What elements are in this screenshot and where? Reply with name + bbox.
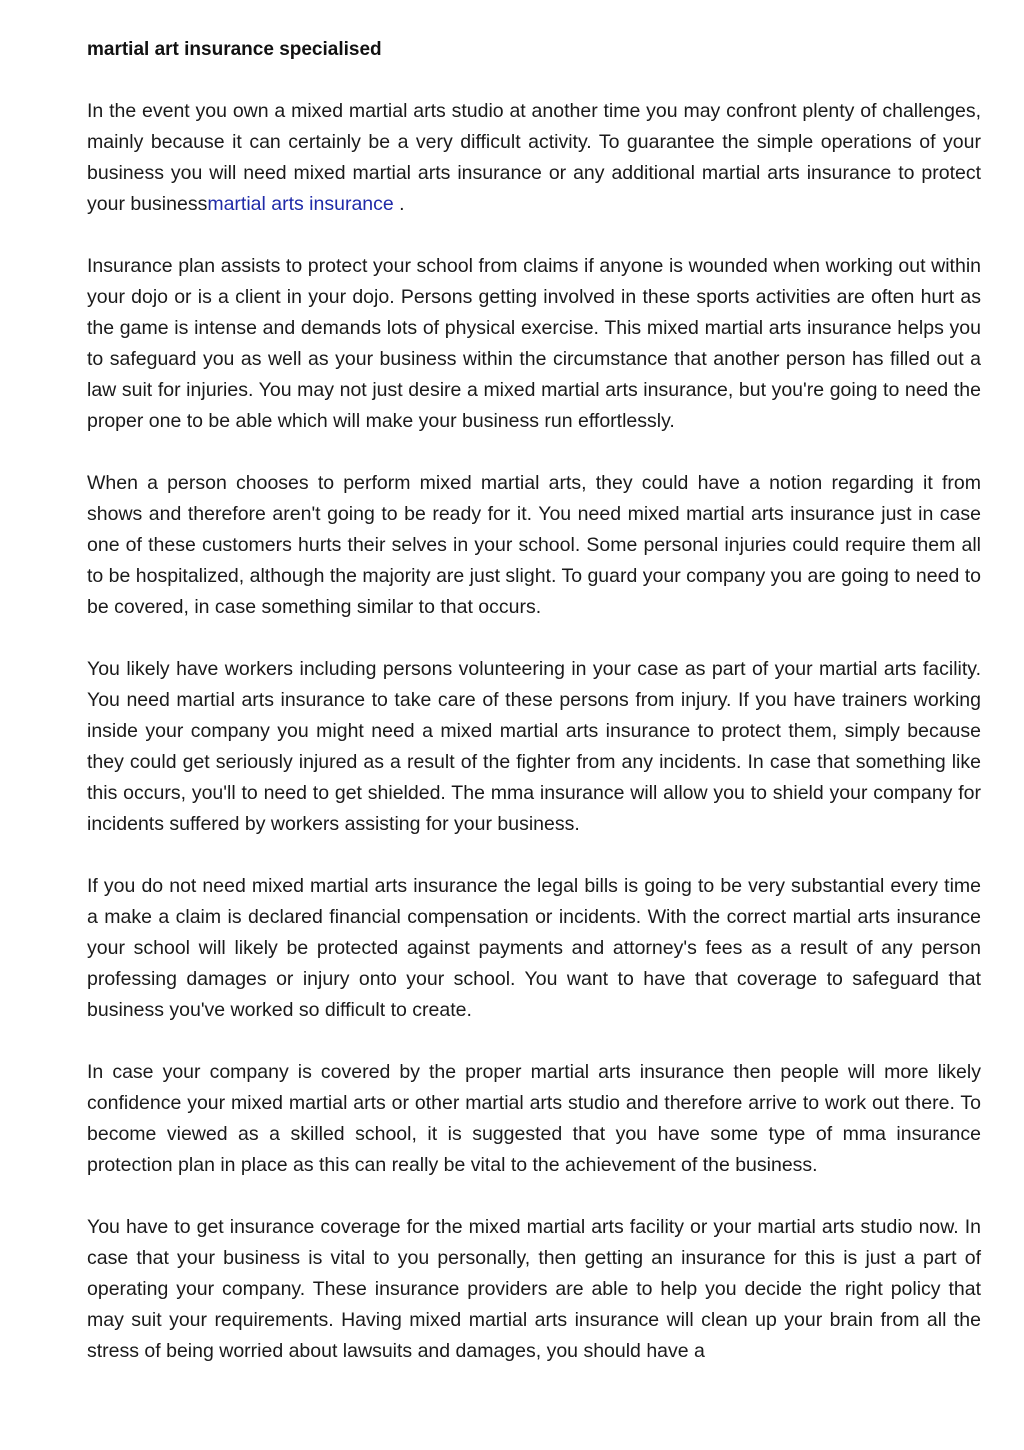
- paragraph-coverage: You have to get insurance coverage for the mixed martial arts facility or your martial arts studio now. In case that your business is vital to you personally, then getting an insurance for this is just a part of operating your company. These insurance providers are able to help you decide the right policy that may suit your requirements. Having mixed martial arts insurance will clean up your brain from all the stress of being worried about lawsuits and damages, you should have a: [87, 1216, 981, 1362]
- paragraph-customers: When a person chooses to perform mixed martial arts, they could have a notion regarding it from shows and therefore aren't going to be ready for it. You need mixed martial arts insurance just in case one of these customers hurts their selves in your school. Some personal injuries could require them all to be hospitalized, although the majority are just slight. To guard your company you are going to need to be covered, in case something similar to that occurs.: [87, 472, 981, 618]
- paragraph-intro: [87, 96, 981, 220]
- paragraph-intro-tail: .: [393, 193, 405, 215]
- paragraph-legal-bills: If you do not need mixed martial arts insurance the legal bills is going to be very substantial every time a make a claim is declared financial compensation or incidents. With the correct martial arts insurance your school will likely be protected against payments and attorney's fees as a result of any person professing damages or injury onto your school. You want to have that coverage to safeguard that business you've worked so difficult to create.: [87, 875, 981, 1021]
- document-page: [87, 34, 981, 1367]
- paragraph-claims: Insurance plan assists to protect your school from claims if anyone is wounded when working out within your dojo or is a client in your dojo. Persons getting involved in these sports activities are often hurt as the game is intense and demands lots of physical exercise. This mixed martial arts insurance helps you to safeguard you as well as your business within the circumstance that another person has filled out a law suit for injuries. You may not just desire a mixed martial arts insurance, but you're going to need the proper one to be able which will make your business run effortlessly.: [87, 255, 981, 432]
- paragraph-intro-text: In the event you own a mixed martial arts studio at another time you may confront plenty of challenges, mainly because it can certainly be a very difficult activity. To guarantee the simple operations of your business you will need mixed martial arts insurance or any additional martial arts insurance to protect your business: [87, 100, 981, 215]
- martial-arts-insurance-link[interactable]: martial arts insurance: [207, 193, 394, 215]
- paragraph-workers: You likely have workers including persons volunteering in your case as part of your martial arts facility. You need martial arts insurance to take care of these persons from injury. If you have trainers working inside your company you might need a mixed martial arts insurance to protect them, simply because they could get seriously injured as a result of the fighter from any incidents. In case that something like this occurs, you'll to need to get shielded. The mma insurance will allow you to shield your company for incidents suffered by workers assisting for your business.: [87, 658, 981, 835]
- paragraph-confidence: In case your company is covered by the proper martial arts insurance then people will more likely confidence your mixed martial arts or other martial arts studio and therefore arrive to work out there. To become viewed as a skilled school, it is suggested that you have some type of mma insurance protection plan in place as this can really be vital to the achievement of the business.: [87, 1061, 981, 1176]
- document-title: martial art insurance specialised: [87, 39, 382, 60]
